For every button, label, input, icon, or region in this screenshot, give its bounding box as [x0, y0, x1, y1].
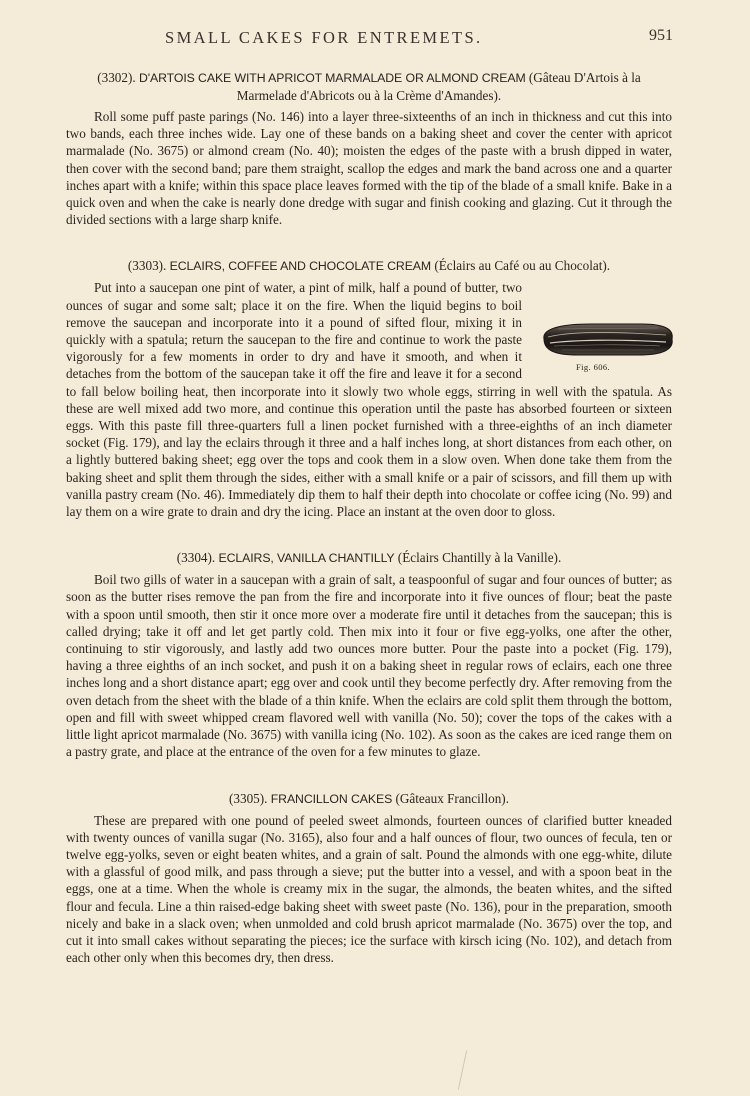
recipe-french-title: (Éclairs au Café ou au Chocolat). [434, 258, 611, 274]
recipe-number: (3304). [176, 550, 216, 566]
page-mark [458, 1050, 467, 1089]
recipe-body: These are prepared with one pound of peeled sweet almonds, fourteen ounces of clarified butter kneaded with twenty ounces of vanilla sugar (No. 3165), also four and a half ounces of flour, two ounces of fecula, ten or twelve egg-yolks, seven or eight beaten whites, and a grain of salt. Pound the almonds with one egg-white, dilute with a glassful of good milk, and pass through a sieve; put the butter into a vessel, and with a spoon beat in the eggs, one at a time. When the whole is creamy mix in the sugar, the almonds, the beaten whites, and the sifted flour and fecula. Line a thin raised-edge baking sheet with sweet paste (No. 136), pour in the preparation, smooth nicely and bake in a slack oven; when unmolded and cold brush apricot marmalade (No. 3675) over the top, and cut it into small cakes without separating the pieces; ice the surface with kirsch icing (No. 102), and detach from each other only when this becomes dry, then dress. [66, 812, 672, 966]
recipe-heading [66, 549, 672, 567]
recipe-title: ECLAIRS, COFFEE AND CHOCOLATE CREAM [169, 259, 432, 274]
recipe-number: (3305). [229, 790, 268, 806]
recipe-body: Boil two gills of water in a saucepan with a grain of salt, a teaspoonful of sugar and four ounces of butter; as soon as the butter rises remove the pan from the fire and incorporate into it five ounces of flour; beat the paste with a spoon until smooth, then stir it once more over a moderate fire until it detaches from the saucepan; this is called drying; take it off and let get partly cold. Then mix into it four or five egg-yolks, one after the other, continuing to stir vigorously, and lastly add two ounces more butter. Pour the paste into a pocket (Fig. 179), having a three eighths of an inch socket, and push it on a baking sheet in regular rows of eclairs, each one three inches long and a short distance apart; egg over and cook until they become perfectly dry. After removing from the oven detach from the sheet with the blade of a thin knife. When the eclairs are cold split them through the bottom, open and fill with sweet whipped cream flavored well with vanilla (No. 50); cover the tops of the cakes with a little light apricot marmalade (No. 3675) with vanilla icing (No. 102). As soon as the cakes are iced range them on a pastry grate, and place at the entrance of the oven for a few minutes to glaze. [66, 572, 672, 760]
page-number: 951 [649, 27, 673, 44]
recipe-3304 [66, 549, 672, 760]
recipe-french-title: (Gâteaux Francillon). [395, 790, 509, 806]
recipe-3303 [66, 257, 672, 520]
recipe-body: Put into a saucepan one pint of water, a pint of milk, half a pound of butter, two ounces of sugar and some salt; place it on the fire. When the liquid begins to boil remove the saucepan and incorporate into it a pound of sifted flour, mixing it in quickly with a spatula; return the saucepan to the fire and continue to work the paste vigorously for a few moments in order to dry and have it smooth, and when it detaches from the bottom of the saucepan take it off the fire and leave it for a second to fall below boiling heat, then incorporate into it slowly two whole eggs, stirring in well with the spatula. As these are well mixed add two more, and continue this operation until the paste has absorbed fourteen or sixteen eggs. With this paste fill three-quarters full a linen pocket furnished with a three-eighths of an inch diameter socket (Fig. 179), and lay the eclairs through it three and a half inches long, at short distances from each other, on a lightly buttered baking sheet; egg over the tops and cook them in a slow oven. When done take them from the baking sheet and split them through the sides, either with a small knife or a pair of scissors, and fill them up with vanilla pastry cream (No. 46). Immediately dip them to half their depth into chocolate or coffee icing (No. 99) and lay them on a wire grate to drain and dry the icing. Place an instant at the oven door to gloss. [66, 280, 672, 520]
recipe-french-title: (Gâteau D'Artois à la Marmelade d'Abricots ou à la Crème d'Amandes). [236, 70, 641, 103]
recipe-3305 [66, 790, 672, 967]
recipe-french-title: (Éclairs Chantilly à la Vanille). [397, 550, 562, 566]
running-title: SMALL CAKES FOR ENTREMETS. [165, 28, 483, 47]
recipe-heading [66, 69, 672, 104]
recipe-3302 [66, 69, 672, 228]
recipe-title: D'ARTOIS CAKE WITH APRICOT MARMALADE OR ALMOND CREAM [138, 71, 526, 85]
book-page [66, 22, 672, 966]
figure-caption: Fig. 606. [576, 362, 611, 373]
recipe-number: (3303). [127, 258, 167, 274]
recipe-body: Roll some puff paste parings (No. 146) into a layer three-sixteenths of an inch in thickness and cut this into two bands, each three inches wide. Lay one of these bands on a baking sheet and cover the center with apricot marmalade (No. 3675) or almond cream (No. 40); moisten the edges of the paste with a brush dipped in water, then cover with the second band; pare them straight, scallop the edges and mark the band across one and a quarter inches apart with a knife; within this space place leaves formed with the tip of the blade of a small knife. Bake in a quick oven and when the cake is nearly done dredge with sugar and finish cooking and glazing. Cut it through the divided sections with a large sharp knife. [66, 109, 672, 228]
recipe-title: FRANCILLON CAKES [270, 791, 393, 806]
running-head [66, 22, 672, 52]
recipe-number: (3302). [97, 70, 136, 85]
eclair-figure [538, 317, 678, 372]
recipe-heading [66, 257, 672, 275]
recipe-title: ECLAIRS, VANILLA CHANTILLY [218, 551, 395, 566]
recipe-heading [66, 790, 672, 808]
eclair-illustration-icon [538, 317, 678, 361]
